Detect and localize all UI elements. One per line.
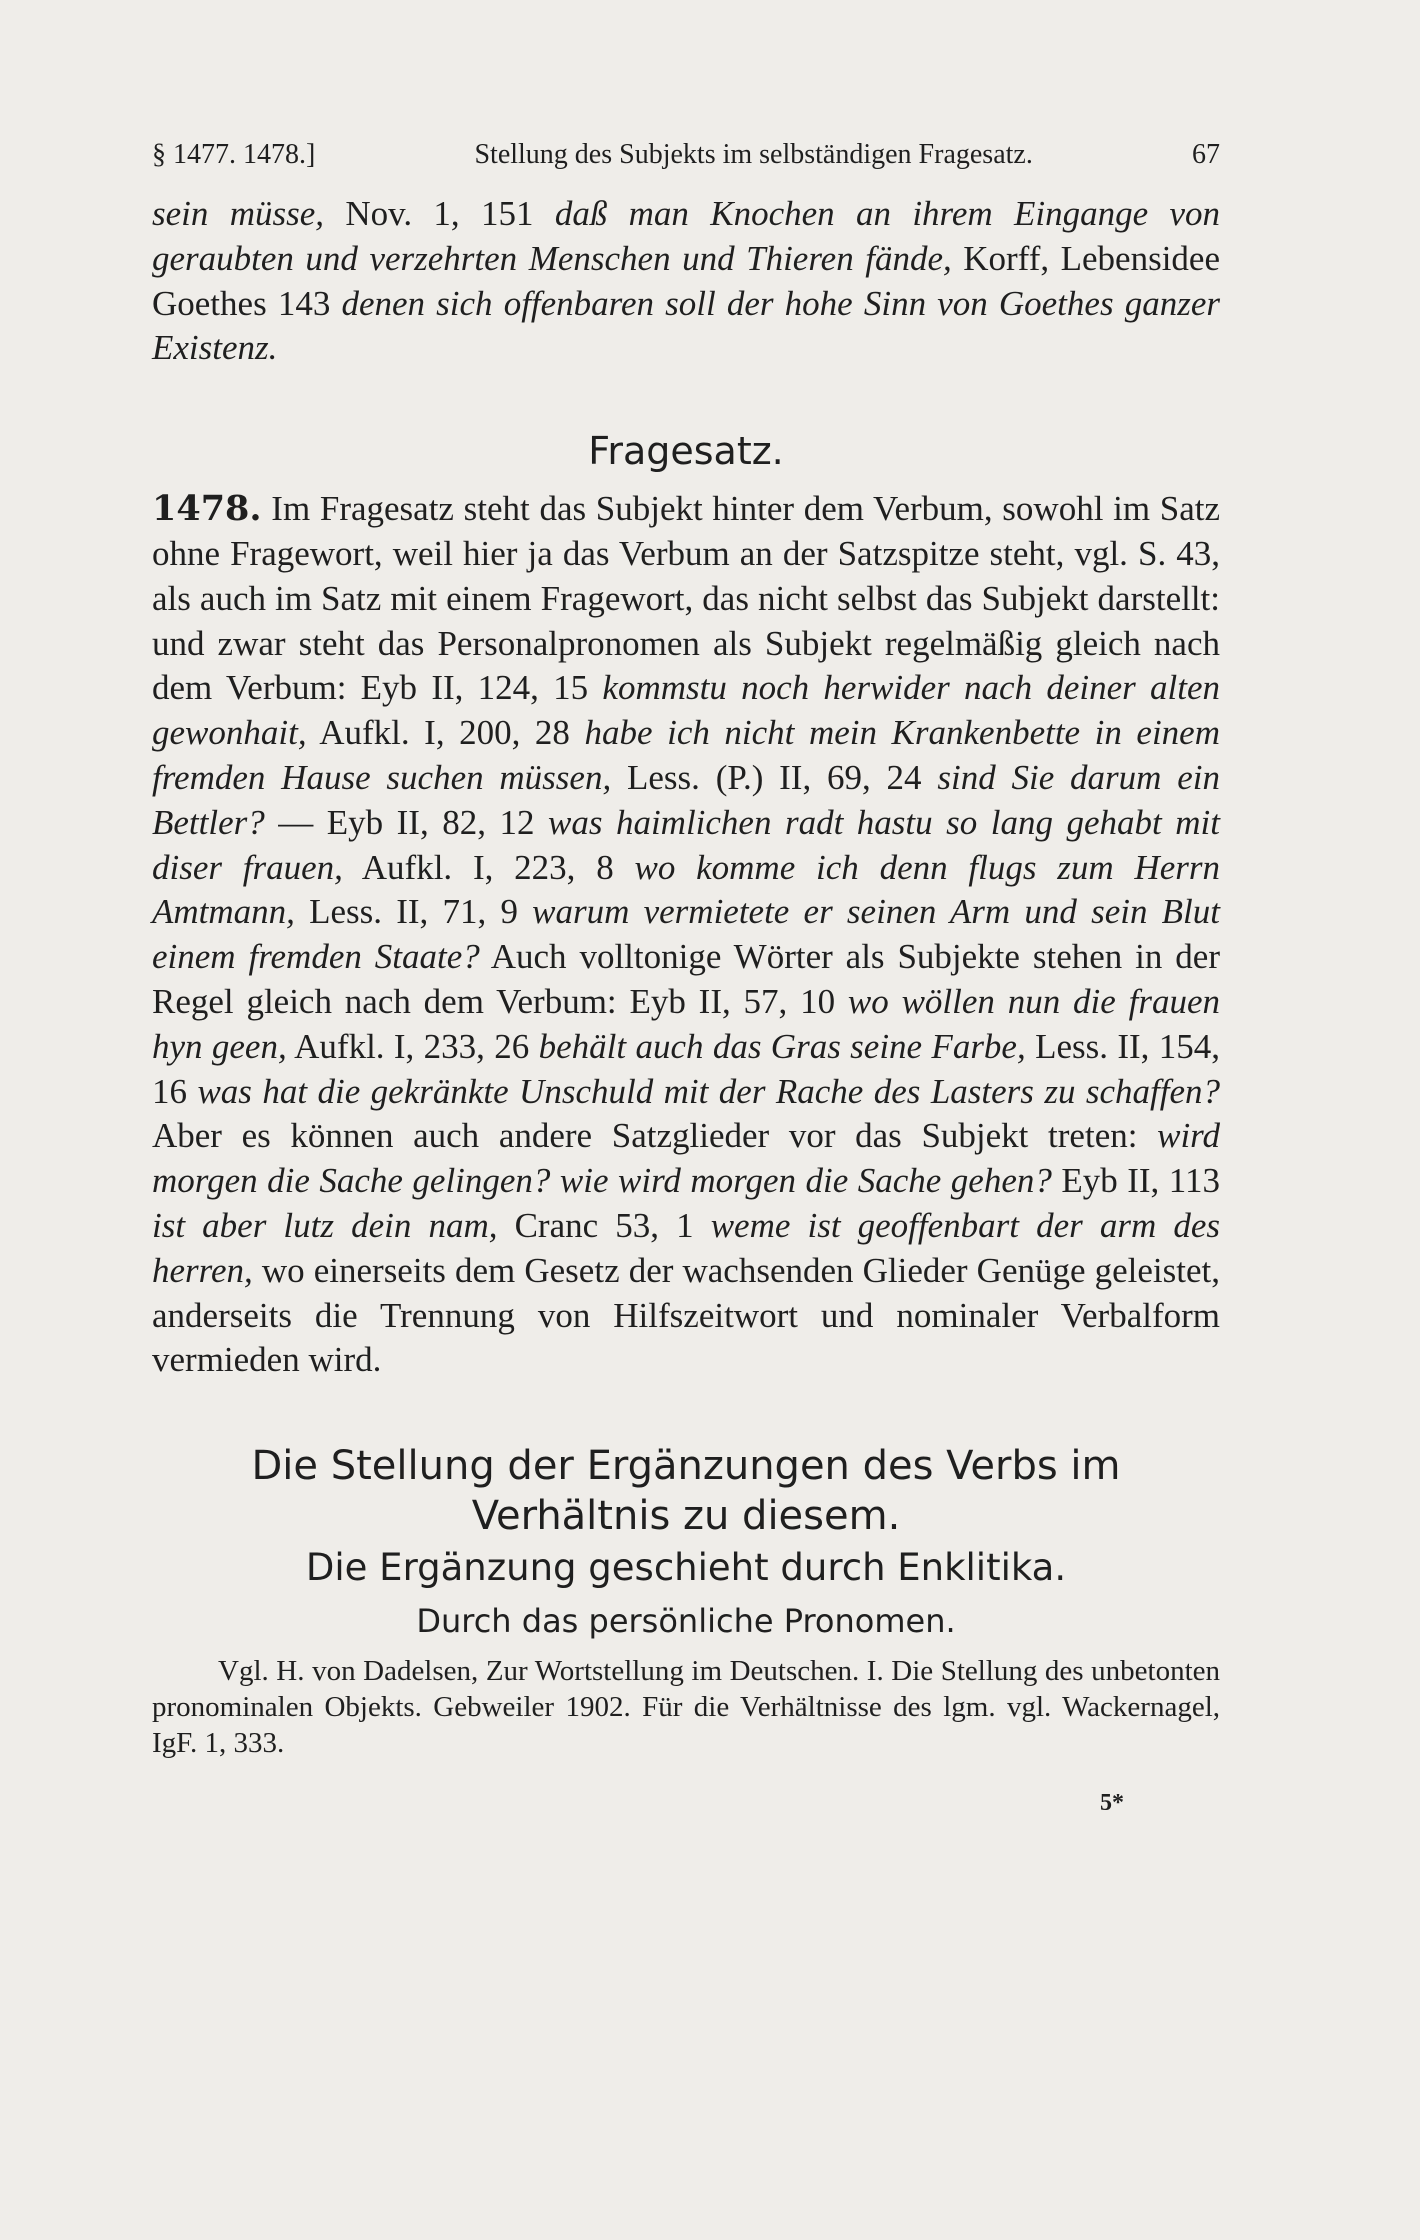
quoted-example: wo wöllen nun die frauen hyn geen,: [152, 981, 1220, 1066]
text-run: Less. II, 71, 9: [294, 892, 533, 932]
signature-mark: 5*: [1100, 1790, 1124, 1817]
section-1478-paragraph: [152, 487, 1220, 1383]
text-run: Less. (P.) II, 69, 24: [611, 757, 938, 797]
quoted-example: kommstu noch herwider nach deiner alten gewonhait,: [152, 668, 1220, 753]
quoted-example: daß man Knochen an ihrem Eingange von geraubten und verzehrten Menschen und Thieren fände,: [152, 194, 1220, 278]
quoted-example: behält auch das Gras seine Farbe,: [538, 1026, 1026, 1066]
section-heading: Fragesatz.: [588, 429, 784, 474]
quoted-example: was hat die gekränkte Unschuld mit der Rache des Lasters zu schaffen?: [197, 1071, 1221, 1111]
intro-paragraph: [152, 192, 1220, 371]
page-content: [152, 138, 1220, 1817]
quoted-example: habe ich nicht mein Krankenbette in einem fremden Hause suchen müssen,: [152, 713, 1220, 797]
text-run: Eyb II, 113: [1051, 1161, 1220, 1201]
quoted-example: sein müsse,: [152, 194, 325, 233]
subsection-heading: Durch das persönliche Pronomen.: [416, 1602, 956, 1641]
quoted-example: was haimlichen radt hastu so lang gehabt mit diser frauen,: [152, 802, 1220, 887]
quoted-example: wird morgen die Sache gelingen? wie wird morgen die Sache gehen?: [152, 1116, 1220, 1201]
bibliography-note: Vgl. H. von Dadelsen, Zur Wortstellung im Deutschen. I. Die Stellung des unbetonten pronominalen Objekts. Gebweiler 1902. Für die Verhältnisse des lgm. vgl. Wackernagel, IgF. 1, 333.: [152, 1655, 1220, 1760]
text-run: Im Fragesatz steht das Subjekt hinter dem Verbum, sowohl im Satz ohne Fragewort, weil hier ja das Verbum an der Satzspitze steht, vgl. S. 43, als auch im Satz mit einem Fragewort, das nicht selbst das Subjekt darstellt: und zwar steht das Personalpronomen als Subjekt regelmäßig gleich nach dem Verbum: Eyb II, 124, 15: [152, 489, 1220, 708]
text-run: Aber es können auch andere Satzglieder vor das Subjekt treten:: [152, 1116, 1158, 1156]
text-run: Nov. 1, 151: [324, 194, 555, 233]
running-header: [152, 138, 1220, 192]
header-title: Stellung des Subjekts im selbständigen Fragesatz.: [474, 139, 1033, 170]
quoted-example: wo komme ich denn flugs zum Herrn Amtmann,: [152, 847, 1220, 932]
text-run: Less. II, 154, 16: [152, 1026, 1221, 1111]
text-run: Korff, Lebensidee Goethes 143: [152, 238, 1220, 323]
quoted-example: denen sich offenbaren soll der hohe Sinn von Goethes ganzer Existenz.: [152, 283, 1220, 368]
quoted-example: sind Sie darum ein Bettler?: [152, 757, 1220, 842]
page-number: 67: [1192, 139, 1220, 170]
quoted-example: weme ist geoffenbart der arm des herren,: [152, 1205, 1221, 1290]
text-run: Aufkl. I, 233, 26: [286, 1026, 539, 1066]
text-run: Aufkl. I, 223, 8: [342, 847, 635, 887]
header-section-ref: § 1477. 1478.]: [152, 139, 316, 170]
text-run: wo einerseits dem Gesetz der wachsenden Glieder Genüge geleistet, anderseits die Trennung von Hilfszeitwort und nominaler Verbalform vermieden wird.: [152, 1250, 1220, 1380]
subchapter-heading: Die Ergänzung geschieht durch Enklitika.: [305, 1546, 1067, 1590]
chapter-heading: Die Stellung der Ergänzungen des Verbs im Verhältnis zu diesem.: [251, 1443, 1121, 1540]
text-run: Auch volltonige Wörter als Subjekte stehen in der Regel gleich nach dem Verbum: Eyb II, 57, 10: [152, 937, 1220, 1021]
quoted-example: ist aber lutz dein nam,: [152, 1205, 498, 1245]
text-run: Cranc 53, 1: [497, 1205, 711, 1245]
text-run: Aufkl. I, 200, 28: [306, 713, 585, 753]
text-run: — Eyb II, 82, 12: [264, 802, 548, 842]
section-number: 1478.: [152, 488, 262, 530]
quoted-example: warum vermietete er seinen Arm und sein Blut einem fremden Staate?: [152, 892, 1220, 977]
